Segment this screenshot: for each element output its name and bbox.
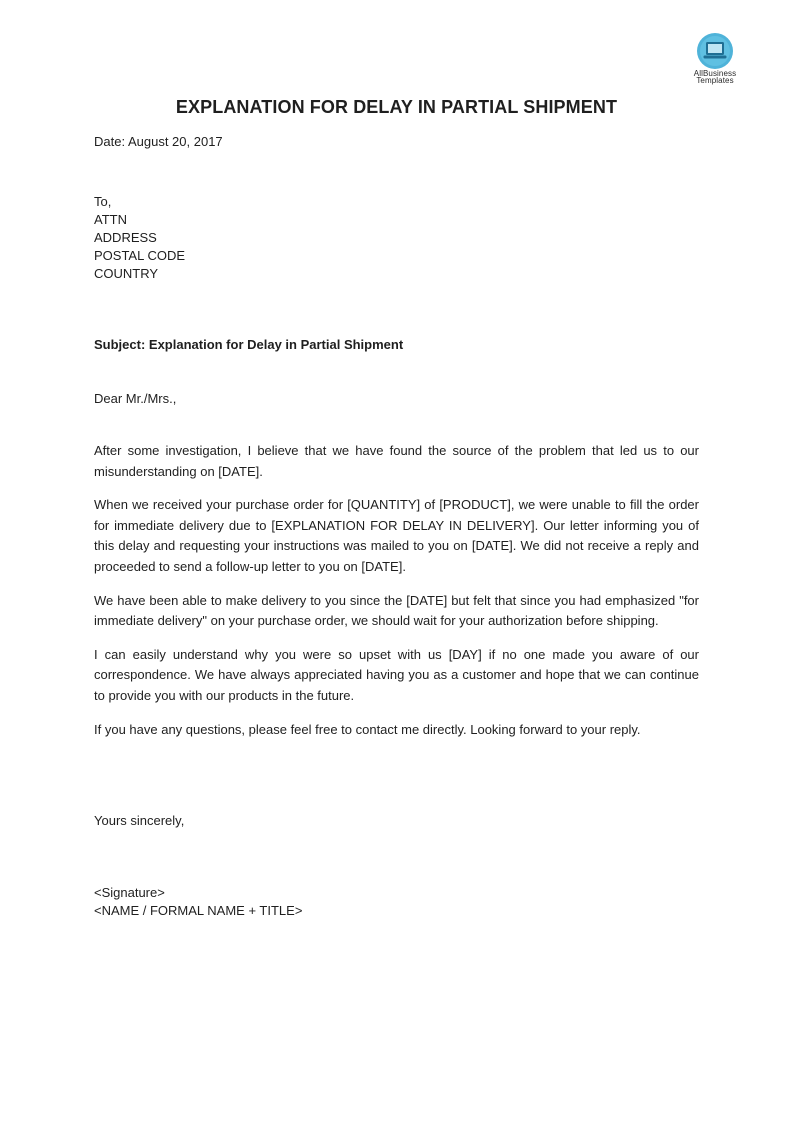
recipient-address-block (94, 193, 185, 283)
laptop-logo-icon (695, 31, 735, 71)
letter-greeting: Dear Mr./Mrs., (94, 391, 177, 406)
logo-text-line2: Templates (696, 76, 734, 85)
logo-text-line1: AllBusiness (693, 69, 737, 78)
body-paragraph: After some investigation, I believe that we have found the source of the problem that led us to our misunderstanding on [DATE]. (94, 443, 699, 479)
address-postal-code: POSTAL CODE (94, 248, 186, 263)
body-paragraph: I can easily understand why you were so upset with us [DAY] if no one made you aware of our correspondence. We have always appreciated having you as a customer and hope that we can continue to provide you with our products in the future. (94, 646, 699, 703)
letter-date: Date: August 20, 2017 (94, 134, 223, 149)
address-country: COUNTRY (94, 266, 159, 281)
address-to: To, (94, 194, 112, 209)
body-paragraph: If you have any questions, please feel free to contact me directly. Looking forward to your reply. (94, 721, 641, 737)
signature-block (94, 884, 302, 920)
address-street: ADDRESS (94, 230, 157, 245)
body-paragraph: We have been able to make delivery to you since the [DATE] but felt that since you had emphasized "for immediate delivery" on your purchase order, we should wait for your authorization before shipping. (94, 592, 699, 629)
letter-closing: Yours sincerely, (94, 813, 185, 828)
signer-name-title: <NAME / FORMAL NAME + TITLE> (94, 903, 303, 918)
address-attn: ATTN (94, 212, 127, 227)
body-paragraph: When we received your purchase order for [QUANTITY] of [PRODUCT], we were unable to fill the order for immediate delivery due to [EXPLANATION FOR DELAY IN DELIVERY]. Our letter informing you of this delay and requesting your instructions was mailed to you on [DATE]. We did not receive a reply and proceeded to send a follow-up letter to you on [DATE]. (94, 497, 699, 574)
signature-placeholder: <Signature> (94, 885, 165, 900)
letter-body (94, 441, 699, 753)
document-title: EXPLANATION FOR DELAY IN PARTIAL SHIPMENT (175, 97, 618, 117)
allbusiness-templates-logo (682, 31, 748, 91)
letter-subject: Subject: Explanation for Delay in Partial Shipment (94, 337, 404, 352)
